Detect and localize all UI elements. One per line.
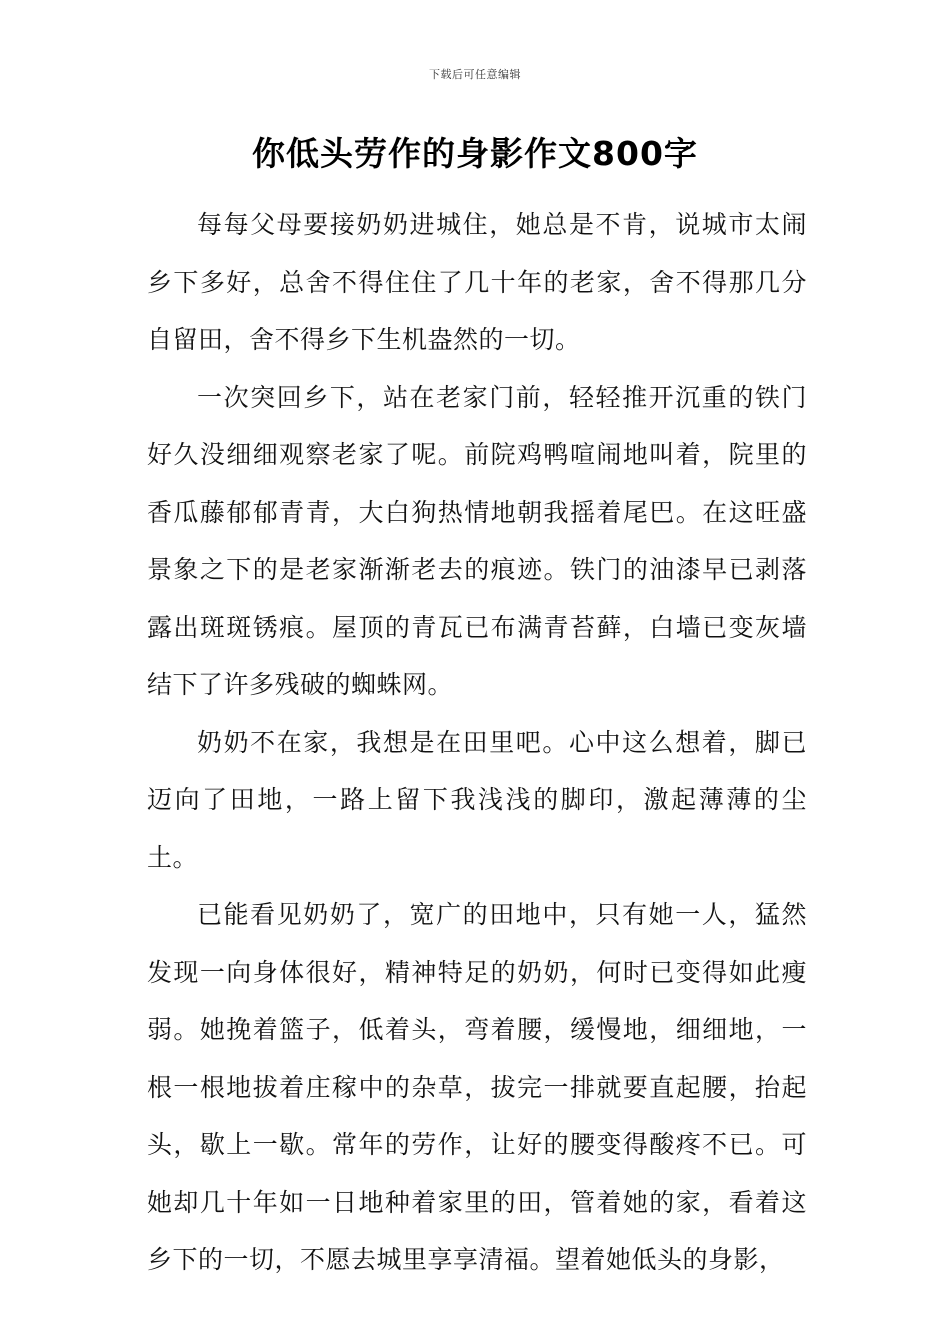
paragraph-3: 奶奶不在家，我想是在田里吧。心中这么想着，脚已迈向了田地，一路上留下我浅浅的脚印，激起薄薄的尘土。 [147, 727, 807, 872]
paragraph-1: 每每父母要接奶奶进城住，她总是不肯，说城市太闹乡下多好，总舍不得住住了几十年的老家，舍不得那几分自留田，舍不得乡下生机盎然的一切。 [147, 210, 807, 354]
header-note: 下载后可任意编辑 [429, 68, 521, 81]
document-title: 你低头劳作的身影作文800字 [252, 134, 698, 173]
paragraph-4: 已能看见奶奶了，宽广的田地中，只有她一人，猛然发现一向身体很好，精神特足的奶奶，何时已变得如此瘦弱。她挽着篮子，低着头，弯着腰，缓慢地，细细地，一根一根地拔着庄稼中的杂草，拔完一排就要直起腰，抬起头，歇上一歇。常年的劳作，让好的腰变得酸疼不已。可她却几十年如一日地种着家里的田，管着她的家，看着这乡下的一切，不愿去城里享享清福。望着她低头的身影， [147, 900, 807, 1274]
essay-body [147, 196, 807, 1289]
paragraph-2: 一次突回乡下，站在老家门前，轻轻推开沉重的铁门好久没细细观察老家了呢。前院鸡鸭喧闹地叫着，院里的香瓜藤郁郁青青，大白狗热情地朝我摇着尾巴。在这旺盛景象之下的是老家渐渐老去的痕迹。铁门的油漆早已剥落露出斑斑锈痕。屋顶的青瓦已布满青苔藓，白墙已变灰墙结下了许多残破的蜘蛛网。 [147, 382, 807, 699]
